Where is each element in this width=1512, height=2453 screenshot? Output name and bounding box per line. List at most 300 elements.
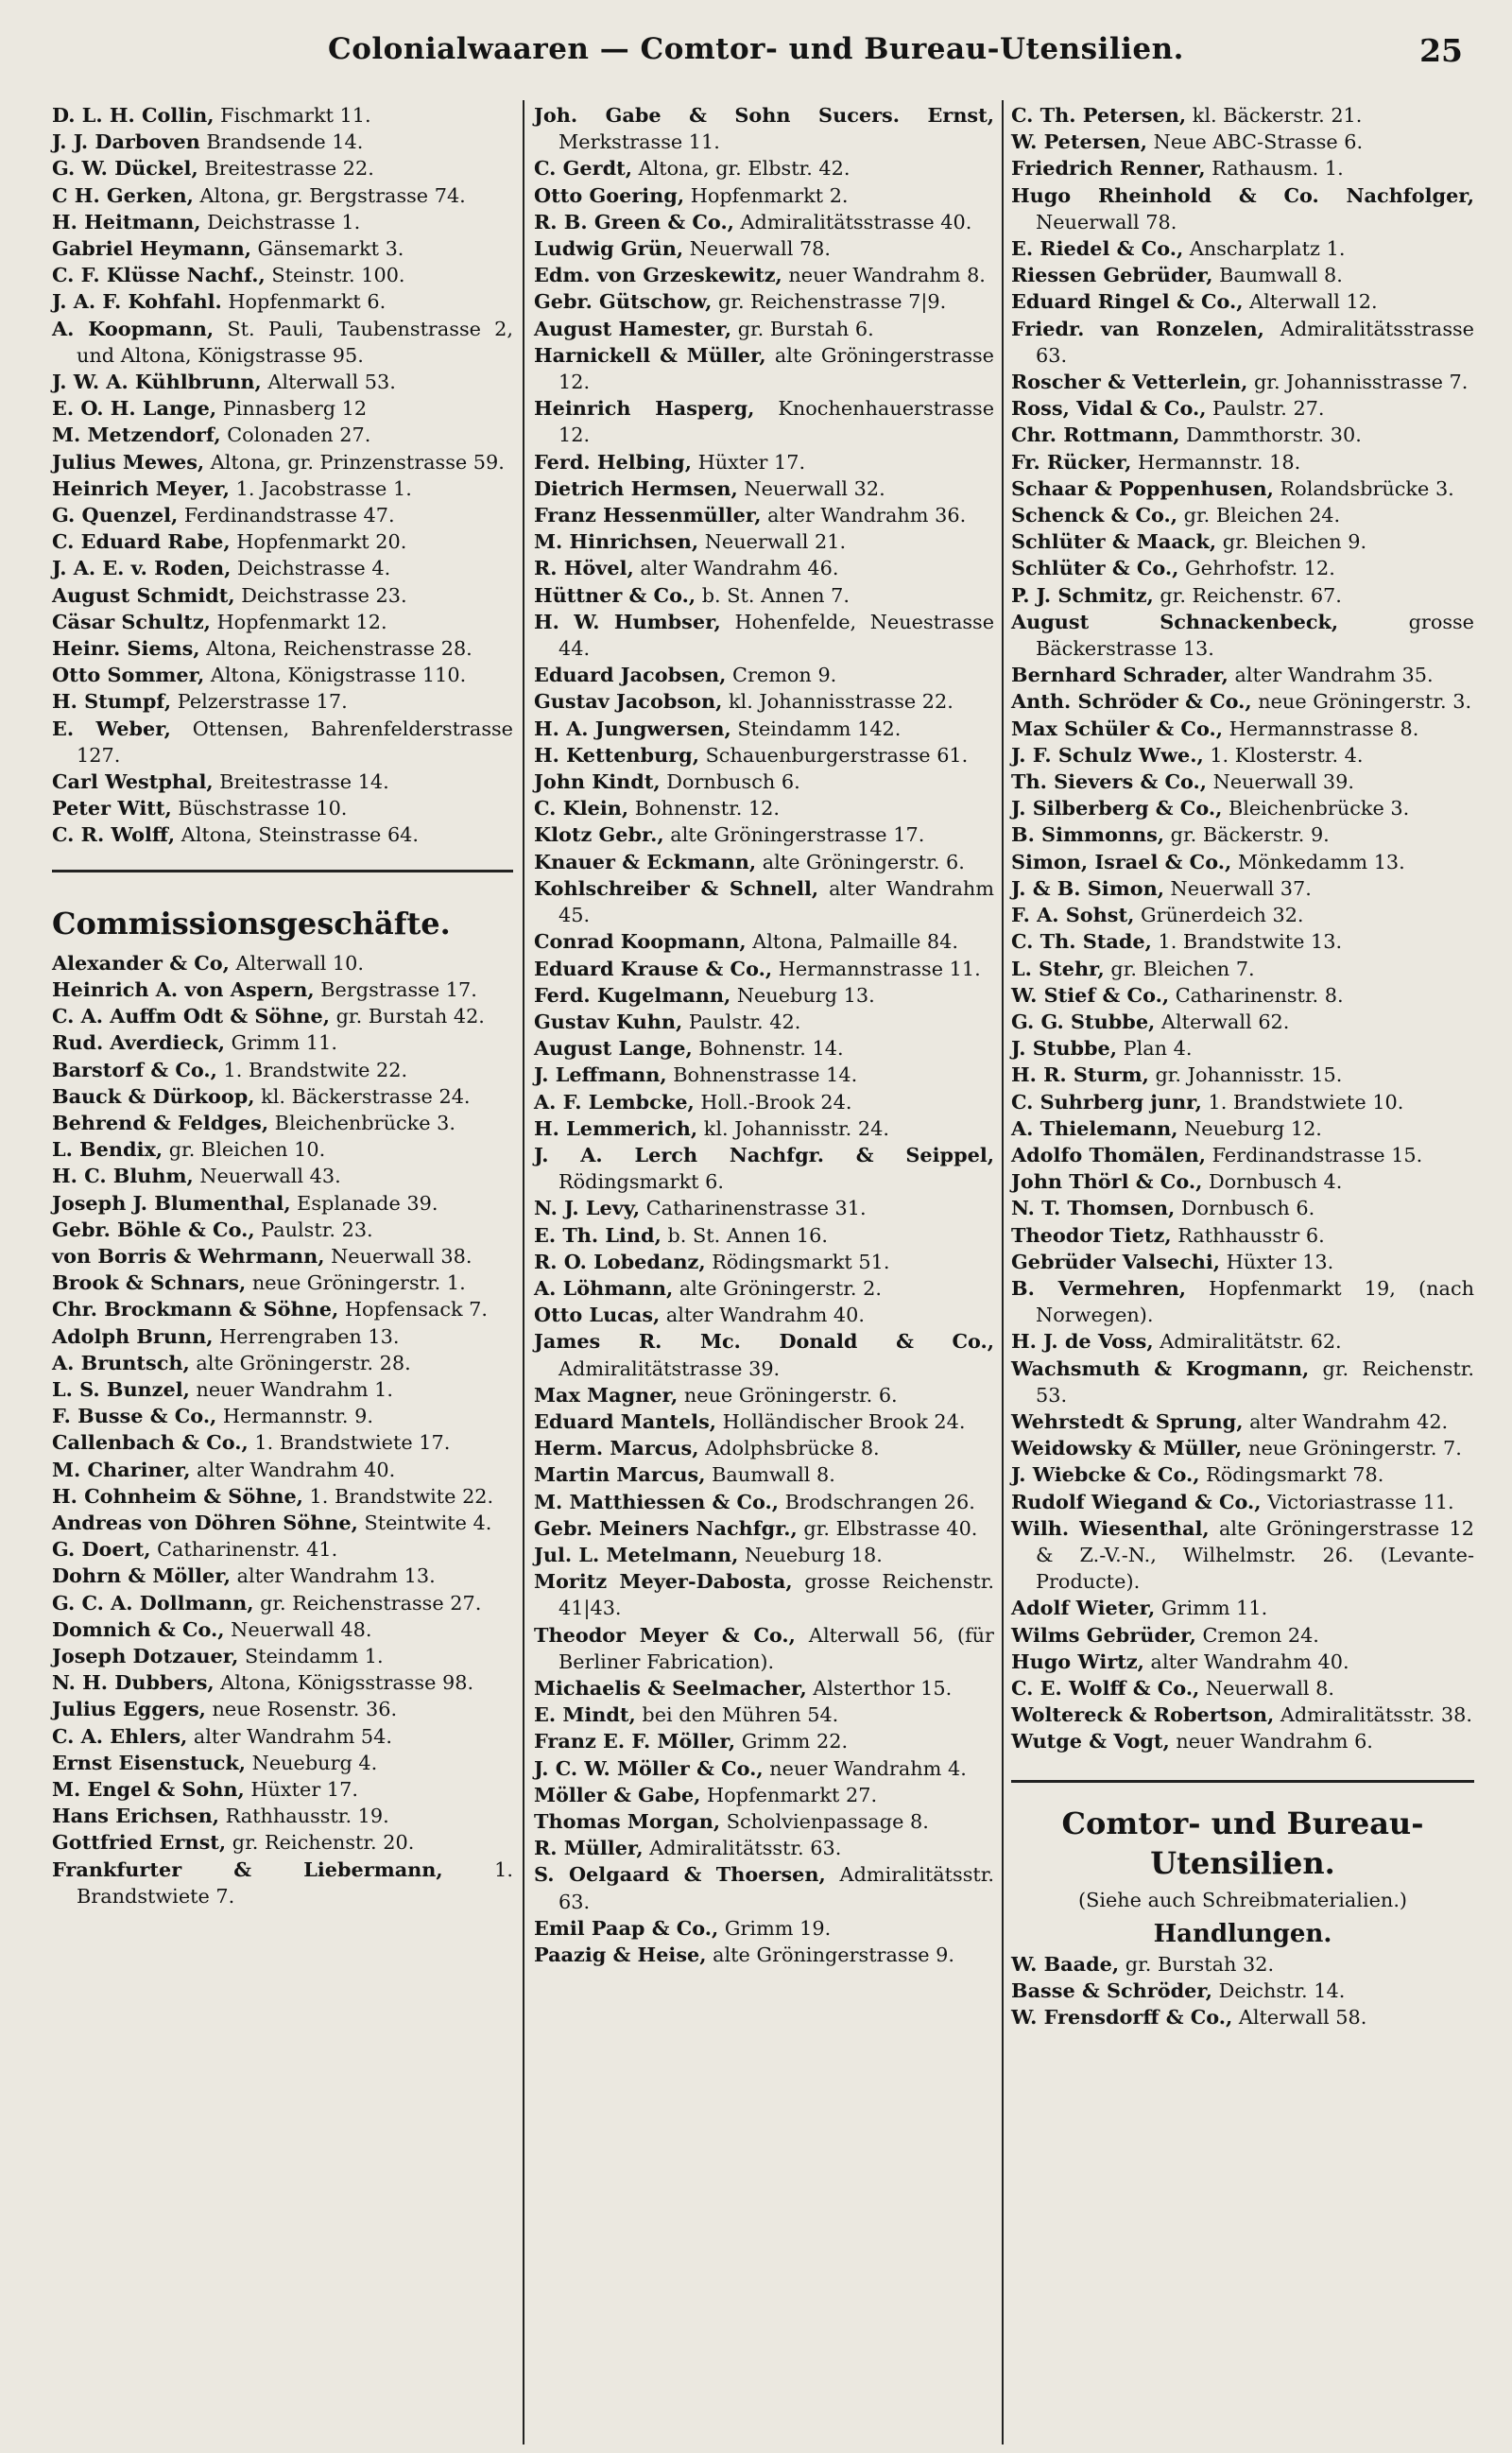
firm-name: Th. Sievers & Co.,	[1011, 769, 1208, 794]
address: gr. Elbstrasse 40.	[797, 1516, 978, 1540]
firm-name: C. F. Klüsse Nachf.,	[52, 263, 266, 287]
list-entry	[52, 1029, 513, 1056]
list-entry	[52, 528, 513, 555]
list-entry	[534, 1675, 994, 1702]
list-entry	[1011, 502, 1474, 528]
address: gr. Bäckerstr. 9.	[1164, 823, 1330, 847]
list-entry	[52, 1590, 513, 1616]
list-entry	[52, 716, 513, 769]
list-entry	[1011, 688, 1474, 715]
firm-name: J. A. Lerch Nachfgr. & Seippel,	[534, 1142, 994, 1166]
firm-name: Ernst Eisenstuck,	[52, 1750, 247, 1774]
firm-name: A. Koopmann,	[52, 316, 215, 340]
address: Grimm 22.	[735, 1730, 849, 1753]
address: Hüxter 17.	[691, 450, 806, 474]
address: Steintwite 4.	[357, 1511, 492, 1534]
list-entry	[534, 769, 994, 795]
firm-name: H. Heitmann,	[52, 209, 201, 233]
list-entry	[52, 1563, 513, 1589]
firm-name: August Schnackenbeck,	[1011, 609, 1339, 633]
firm-name: C. Suhrberg junr,	[1011, 1089, 1202, 1114]
firm-name: R. Hövel,	[534, 556, 634, 580]
subsection-heading: Handlungen.	[1153, 1919, 1332, 1948]
list-entry	[534, 1195, 994, 1221]
list-entry	[52, 1723, 513, 1750]
list-entry	[534, 1009, 994, 1035]
list-entry	[1011, 1168, 1474, 1195]
list-entry	[52, 502, 513, 528]
firm-name: F. A. Sohst,	[1011, 903, 1135, 927]
list-entry	[52, 1857, 513, 1909]
firm-name: C. Th. Stade,	[1011, 929, 1152, 954]
firm-name: Behrend & Feldges,	[52, 1110, 269, 1134]
list-entry	[1011, 316, 1474, 369]
list-entry	[534, 1489, 994, 1515]
firm-name: Peter Witt,	[52, 796, 172, 821]
firm-name: Joseph Dotzauer,	[52, 1643, 239, 1667]
address: Esplanade 39.	[290, 1191, 438, 1215]
firm-name: Franz Hessenmüller,	[534, 503, 762, 527]
list-entry	[52, 1217, 513, 1243]
address: Hopfenmarkt 20.	[230, 530, 407, 554]
firm-name: Thomas Morgan,	[534, 1809, 721, 1833]
address: gr. Reichenstrasse 27.	[253, 1591, 482, 1615]
firm-name: Barstorf & Co.,	[52, 1057, 217, 1081]
list-entry	[534, 182, 994, 209]
firm-name: Wilh. Wiesenthal,	[1011, 1515, 1210, 1540]
firm-name: S. Oelgaard & Thoersen,	[534, 1862, 826, 1887]
address: Pinnasberg 12	[216, 397, 368, 421]
list-entry	[1011, 821, 1474, 848]
firm-name: F. Busse & Co.,	[52, 1404, 217, 1428]
commission-list-continued	[534, 102, 994, 1968]
address: Deichstrasse 4.	[231, 557, 391, 580]
list-entry	[1011, 875, 1474, 902]
section-heading-line-1: Comtor- und Bureau-	[1061, 1805, 1424, 1841]
firm-name: P. J. Schmitz,	[1011, 582, 1154, 607]
firm-name: Domnich & Co.,	[52, 1616, 225, 1641]
list-entry	[1011, 849, 1474, 875]
address: Grimm 11.	[1155, 1597, 1268, 1620]
address: Deichstr. 14.	[1212, 1979, 1346, 2002]
firm-name: Adolph Brunn,	[52, 1323, 214, 1348]
address: gr. Bleichen 7.	[1104, 957, 1255, 980]
address: Steindamm 1.	[238, 1644, 384, 1667]
list-entry	[52, 102, 513, 129]
firm-name: Eduard Mantels,	[534, 1408, 717, 1433]
list-entry	[534, 1568, 994, 1621]
firm-name: N. J. Levy,	[534, 1196, 641, 1220]
address: Herrengraben 13.	[213, 1324, 400, 1348]
firm-name: Gustav Jacobson,	[534, 689, 723, 714]
firm-name: R. Müller,	[534, 1836, 644, 1860]
list-entry	[1011, 102, 1474, 129]
list-entry	[534, 1515, 994, 1542]
address: gr. Reichenstrasse 7|9.	[712, 290, 947, 314]
list-entry	[52, 288, 513, 315]
address: neue Gröningerstr. 3.	[1251, 690, 1472, 714]
commission-list-continued-2	[1011, 102, 1474, 1755]
address: Neuerwall 32.	[737, 476, 885, 500]
address: Dornbusch 6.	[1175, 1197, 1315, 1220]
address: Holländischer Brook 24.	[716, 1409, 966, 1433]
address: Brodschrangen 26.	[779, 1490, 975, 1513]
address: Anscharplatz 1.	[1183, 237, 1346, 261]
address: b. St. Annen 7.	[696, 583, 850, 607]
list-entry	[1011, 1489, 1474, 1515]
firm-name: G. Doert,	[52, 1537, 151, 1562]
address: b. St. Annen 16.	[661, 1223, 829, 1247]
address: Neuerwall 78.	[683, 237, 832, 261]
firm-name: Kohlschreiber & Schnell,	[534, 875, 819, 900]
list-entry	[1011, 1328, 1474, 1355]
firm-name: Heinrich A. von Aspern,	[52, 976, 315, 1001]
address: Alterwall 10.	[229, 951, 364, 975]
address: gr. Bleichen 24.	[1177, 504, 1341, 527]
list-entry	[1011, 769, 1474, 795]
list-entry	[534, 662, 994, 688]
list-entry	[534, 1089, 994, 1115]
address: Alterwall 53.	[261, 371, 396, 394]
list-entry	[534, 155, 994, 181]
address: Baumwall 8.	[705, 1463, 835, 1487]
address: Hopfenmarkt 19, (nach Norwegen).	[1036, 1276, 1474, 1327]
firm-name: Gustav Kuhn,	[534, 1009, 683, 1033]
firm-name: Heinrich Meyer,	[52, 475, 231, 500]
address: Deichstrasse 1.	[200, 210, 361, 233]
list-entry	[52, 1750, 513, 1776]
list-entry	[1011, 369, 1474, 395]
firm-name: J. Stubbe,	[1011, 1036, 1118, 1061]
list-entry	[534, 1062, 994, 1088]
firm-name: C H. Gerken,	[52, 182, 194, 207]
commission-list	[52, 950, 513, 1909]
firm-name: Schlüter & Co.,	[1011, 556, 1179, 580]
address: Pelzerstrasse 17.	[171, 690, 348, 714]
firm-name: Bernhard Schrader,	[1011, 663, 1228, 687]
section-heading-line-2: Utensilien.	[1150, 1844, 1335, 1881]
list-entry	[52, 635, 513, 662]
list-entry	[1011, 1595, 1474, 1621]
list-entry	[534, 1222, 994, 1249]
list-entry	[1011, 1435, 1474, 1461]
firm-name: H. Cohnheim & Söhne,	[52, 1483, 303, 1508]
firm-name: W. Baade,	[1011, 1951, 1120, 1976]
address: kl. Bäckerstrasse 24.	[254, 1084, 471, 1108]
address: Neuerwall 21.	[698, 530, 847, 554]
address: Altona, Reichenstrasse 28.	[199, 637, 472, 661]
address: Breitestrasse 22.	[198, 157, 374, 181]
firm-name: Chr. Brockmann & Söhne,	[52, 1297, 339, 1322]
firm-name: M. Engel & Sohn,	[52, 1776, 245, 1801]
address: Neueburg 13.	[730, 983, 875, 1007]
address: Hopfenmarkt 6.	[221, 290, 387, 314]
address: Hermannstrasse 11.	[772, 957, 981, 980]
firm-name: W. Petersen,	[1011, 130, 1148, 154]
list-entry	[534, 582, 994, 609]
firm-name: Max Schüler & Co.,	[1011, 716, 1223, 740]
firm-name: Julius Mewes,	[52, 449, 205, 474]
list-entry	[1011, 2004, 1474, 2030]
address: bei den Mühren 54.	[635, 1703, 839, 1727]
list-entry	[1011, 235, 1474, 262]
firm-name: Rud. Averdieck,	[52, 1030, 225, 1055]
list-entry	[52, 422, 513, 448]
firm-name: J. J. Darboven	[52, 130, 200, 154]
list-entry	[1011, 288, 1474, 315]
list-entry	[534, 262, 994, 288]
address: Neuerwall 48.	[224, 1617, 372, 1641]
firm-name: Joseph J. Blumenthal,	[52, 1190, 291, 1215]
address: Dammthorstr. 30.	[1179, 423, 1362, 447]
list-entry	[534, 688, 994, 715]
address: Hohenfelde, Neuestrasse 44.	[558, 610, 995, 661]
address: Admiralitätstrasse 39.	[558, 1356, 781, 1380]
address: 1. Brandstwite 22.	[216, 1058, 408, 1081]
firm-name: Martin Marcus,	[534, 1462, 706, 1487]
address: alte Gröningerstr. 28.	[189, 1351, 411, 1374]
list-entry	[1011, 1035, 1474, 1062]
firm-name: N. H. Dubbers,	[52, 1670, 215, 1695]
list-entry	[52, 769, 513, 795]
address: Paulstr. 23.	[254, 1218, 373, 1241]
address: alte Gröningerstrasse 9.	[706, 1943, 955, 1967]
list-entry	[534, 849, 994, 875]
firm-name: August Hamester,	[534, 316, 732, 340]
list-entry	[52, 1270, 513, 1296]
list-entry	[1011, 155, 1474, 181]
list-entry	[534, 1622, 994, 1675]
address: Merkstrasse 11.	[558, 130, 720, 154]
list-entry	[534, 1408, 994, 1435]
address: Steindamm 142.	[730, 717, 902, 740]
list-entry	[52, 1323, 513, 1350]
firm-name: J. Silberberg & Co.,	[1011, 796, 1223, 821]
firm-name: G. C. A. Dollmann,	[52, 1590, 254, 1615]
list-entry	[52, 1057, 513, 1083]
list-entry	[52, 1083, 513, 1110]
list-entry	[1011, 1649, 1474, 1675]
firm-name: Michaelis & Seelmacher,	[534, 1675, 807, 1700]
address: neuer Wandrahm 4.	[763, 1756, 967, 1780]
firm-name: Harnickell & Müller,	[534, 342, 766, 367]
firm-name: Gebr. Gütschow,	[534, 289, 713, 314]
firm-name: Alexander & Co,	[52, 950, 230, 975]
firm-name: J. & B. Simon,	[1011, 875, 1164, 900]
list-entry	[534, 342, 994, 395]
firm-name: A. Bruntsch,	[52, 1350, 190, 1374]
address: Hopfenmarkt 27.	[700, 1783, 878, 1806]
firm-name: M. Hinrichsen,	[534, 529, 699, 554]
list-entry	[52, 1696, 513, 1722]
firm-name: Herm. Marcus,	[534, 1436, 699, 1460]
address: 1. Brandstwiete 17.	[248, 1431, 451, 1455]
list-entry	[534, 102, 994, 155]
address: kl. Bäckerstr. 21.	[1186, 104, 1363, 127]
address: Grimm 11.	[224, 1031, 337, 1055]
firm-name: Edm. von Grzeskewitz,	[534, 263, 782, 287]
firm-name: Otto Goering,	[534, 182, 685, 207]
list-entry	[52, 1110, 513, 1136]
list-entry	[52, 1376, 513, 1403]
firm-name: D. L. H. Collin,	[52, 103, 215, 127]
list-entry	[1011, 1951, 1474, 1978]
address: Büschstrasse 10.	[171, 797, 348, 821]
list-entry	[534, 1142, 994, 1195]
list-entry	[534, 795, 994, 821]
firm-name: Theodor Meyer & Co.,	[534, 1622, 796, 1647]
list-entry	[1011, 1702, 1474, 1728]
list-entry	[534, 928, 994, 955]
list-entry	[534, 316, 994, 342]
list-entry	[534, 1302, 994, 1328]
list-entry	[1011, 395, 1474, 422]
list-entry	[52, 1643, 513, 1669]
list-entry	[52, 1136, 513, 1163]
address: Rathausm. 1.	[1205, 157, 1344, 181]
address: Gehrhofstr. 12.	[1178, 557, 1335, 580]
firm-name: James R. Mc. Donald & Co.,	[534, 1329, 994, 1354]
address: grosse Bäckerstrasse 13.	[1036, 610, 1474, 661]
address: 1. Jacobstrasse 1.	[230, 476, 412, 500]
list-entry	[52, 1163, 513, 1189]
address: neuer Wandrahm 8.	[782, 264, 986, 287]
list-entry	[1011, 1275, 1474, 1328]
address: Neuerwall 39.	[1207, 770, 1354, 794]
firm-name: Wilms Gebrüder,	[1011, 1622, 1196, 1647]
column-1	[52, 102, 513, 1909]
address: alter Wandrahm 46.	[633, 557, 839, 580]
address: alter Wandrahm 42.	[1243, 1409, 1449, 1433]
list-entry	[1011, 528, 1474, 555]
firm-name: E. Mindt,	[534, 1702, 636, 1727]
list-entry	[52, 1429, 513, 1456]
list-entry	[534, 1915, 994, 1942]
address: alter Wandrahm 40.	[1143, 1650, 1349, 1673]
firm-name: C. A. Ehlers,	[52, 1723, 188, 1748]
address: Rathhausstr. 19.	[219, 1805, 389, 1828]
address: Breitestrasse 14.	[213, 770, 389, 794]
firm-name: Ferd. Kugelmann,	[534, 982, 731, 1007]
firm-name: M. Chariner,	[52, 1457, 191, 1481]
address: gr. Reichenstr. 67.	[1153, 583, 1342, 607]
address: Neuerwall 43.	[193, 1165, 341, 1188]
address: Bergstrasse 17.	[314, 977, 477, 1001]
address: Brandsende 14.	[199, 130, 364, 154]
firm-name: Weidowsky & Müller,	[1011, 1436, 1243, 1460]
address: Dornbusch 6.	[660, 770, 800, 794]
address: alte Gröningerstr. 2.	[673, 1276, 882, 1300]
address: Altona, Königsstrasse 98.	[214, 1671, 474, 1695]
list-entry	[534, 502, 994, 528]
firm-name: Dietrich Hermsen,	[534, 475, 738, 500]
firm-name: Andreas von Döhren Söhne,	[52, 1510, 358, 1534]
firm-name: Julius Eggers,	[52, 1697, 206, 1721]
firm-name: Franz E. F. Möller,	[534, 1729, 736, 1753]
firm-name: Friedrich Renner,	[1011, 156, 1206, 181]
address: neue Gröningerstr. 6.	[678, 1383, 898, 1407]
firm-name: C. Eduard Rabe,	[52, 529, 231, 554]
address: gr. Reichenstr. 53.	[1036, 1356, 1474, 1407]
list-entry	[534, 956, 994, 982]
page-header	[0, 28, 1512, 76]
list-entry	[534, 1461, 994, 1488]
address: Bleichenbrücke 3.	[1222, 797, 1410, 821]
address: neuer Wandrahm 1.	[189, 1377, 394, 1401]
firm-name: A. Thielemann,	[1011, 1115, 1178, 1140]
firm-name: L. Stehr,	[1011, 956, 1105, 980]
list-entry	[52, 1296, 513, 1322]
firm-name: Theodor Tietz,	[1011, 1222, 1172, 1247]
list-entry	[1011, 1115, 1474, 1142]
list-entry	[1011, 262, 1474, 288]
list-entry	[534, 1542, 994, 1568]
list-entry	[534, 288, 994, 315]
address: Rathhausstr 6.	[1171, 1223, 1325, 1247]
list-entry	[534, 209, 994, 235]
address: alte Gröningerstrasse 17.	[663, 823, 925, 847]
list-entry	[52, 475, 513, 502]
firm-name: R. O. Lobedanz,	[534, 1249, 706, 1273]
list-entry	[534, 1755, 994, 1782]
list-entry	[1011, 1009, 1474, 1035]
firm-name: Wachsmuth & Krogmann,	[1011, 1356, 1310, 1380]
address: Hermannstr. 18.	[1131, 450, 1301, 474]
firm-name: J. A. F. Kohfahl.	[52, 289, 222, 314]
firm-name: Gebrüder Valsechi,	[1011, 1249, 1221, 1273]
firm-name: H. J. de Voss,	[1011, 1329, 1154, 1354]
firm-name: E. O. H. Lange,	[52, 396, 217, 421]
firm-name: Ross, Vidal & Co.,	[1011, 396, 1207, 421]
firm-name: Gabriel Heymann,	[52, 236, 251, 261]
address: Colonaden 27.	[220, 423, 371, 447]
list-entry	[52, 1803, 513, 1829]
address: Grünerdeich 32.	[1134, 904, 1304, 927]
list-entry	[1011, 1515, 1474, 1596]
address: Bohnenstr. 14.	[692, 1037, 844, 1061]
column-2	[534, 102, 994, 1968]
column-divider	[523, 100, 524, 2444]
firm-name: Gebr. Meiners Nachfgr.,	[534, 1515, 798, 1540]
address: Rödingsmarkt 6.	[558, 1170, 724, 1194]
list-entry	[52, 950, 513, 976]
list-entry	[534, 742, 994, 769]
firm-name: Eduard Jacobsen,	[534, 663, 727, 687]
firm-name: John Kindt,	[534, 769, 661, 794]
address: Admiralitätsstr. 63.	[643, 1837, 842, 1860]
address: Hüxter 13.	[1220, 1250, 1334, 1273]
firm-name: J. A. E. v. Roden,	[52, 556, 232, 580]
address: Schauenburgerstrasse 61.	[698, 743, 969, 767]
list-entry	[1011, 1978, 1474, 2004]
firm-name: E. Th. Lind,	[534, 1222, 662, 1247]
list-entry	[52, 316, 513, 369]
firm-name: Jul. L. Metelmann,	[534, 1542, 739, 1566]
address: Knochenhauerstrasse 12.	[558, 397, 994, 447]
address: Paulstr. 27.	[1206, 397, 1325, 421]
address: Rolandsbrücke 3.	[1273, 476, 1454, 500]
address: Alterwall 56, (für Berliner Fabrication).	[558, 1623, 994, 1673]
address: alter Wandrahm 45.	[558, 876, 994, 927]
firm-name: Möller & Gabe,	[534, 1782, 701, 1806]
firm-name: Schlüter & Maack,	[1011, 529, 1217, 554]
firm-name: Carl Westphal,	[52, 769, 214, 794]
list-entry	[52, 1669, 513, 1696]
address: Hopfenmarkt 2.	[684, 183, 849, 207]
list-entry	[1011, 609, 1474, 662]
firm-name: C. Klein,	[534, 796, 629, 821]
address: neue Gröningerstr. 7.	[1242, 1437, 1462, 1460]
